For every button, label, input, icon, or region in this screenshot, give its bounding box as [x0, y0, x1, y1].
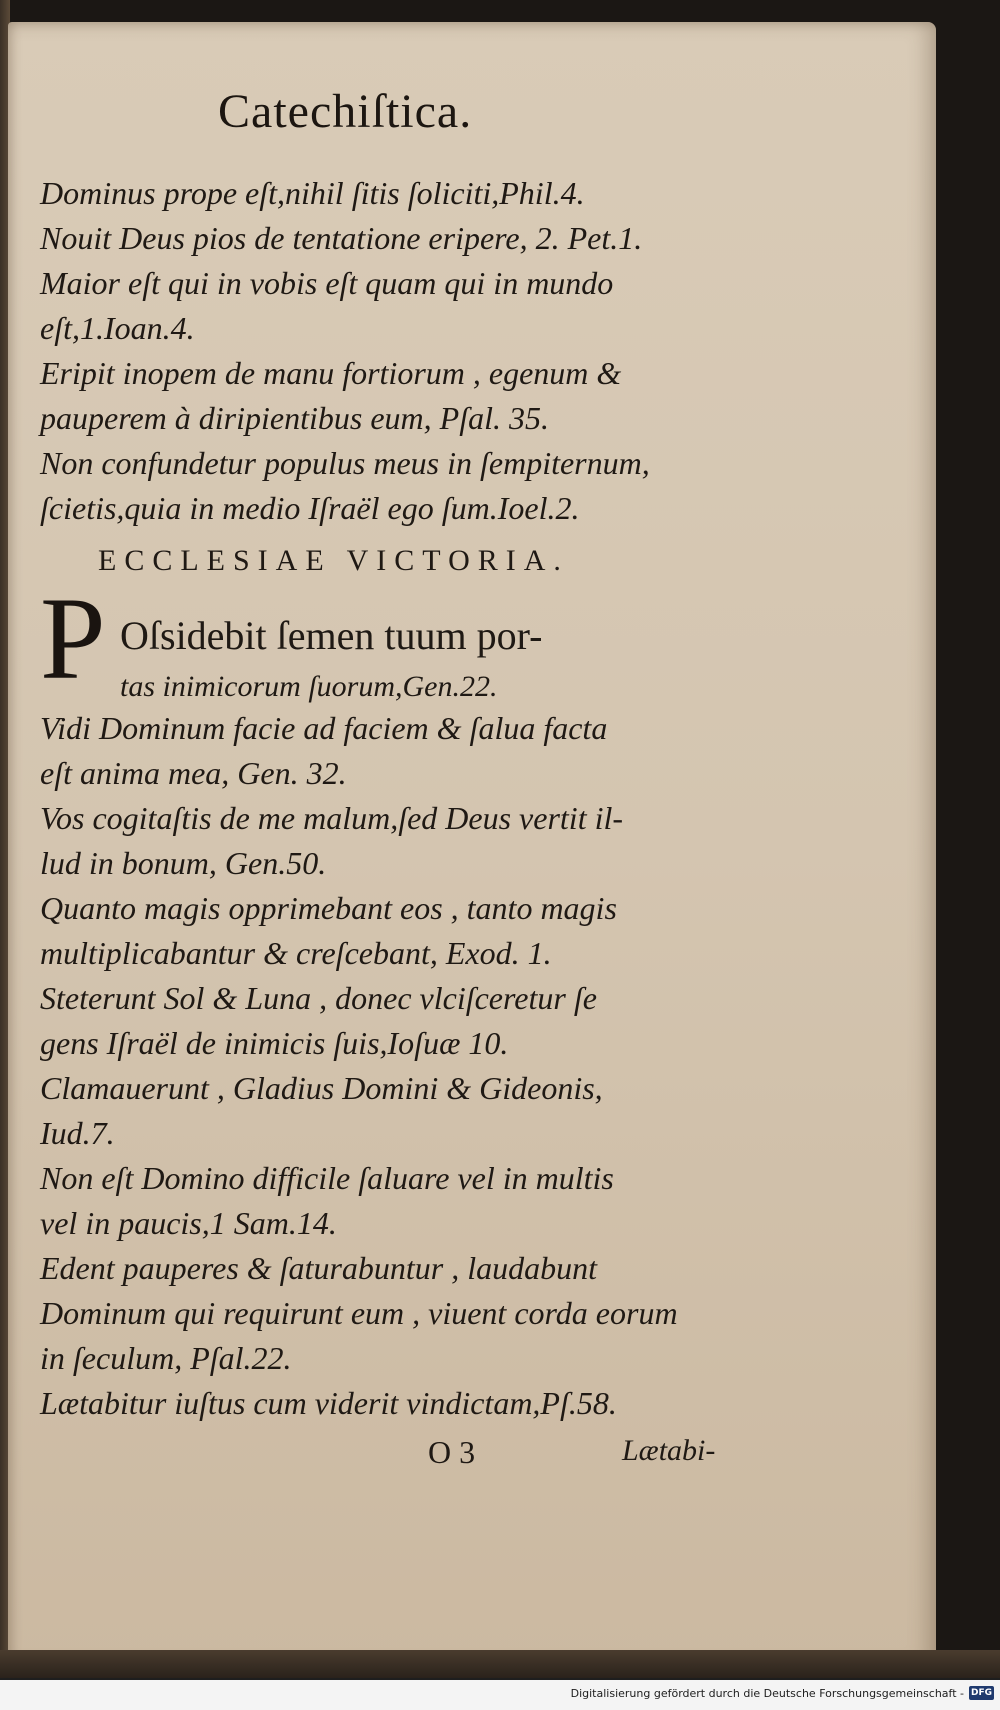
- page-bottom-edge: [0, 1650, 1000, 1678]
- text-line: Lætabitur iuſtus cum viderit vindictam,Pſ.58.: [40, 1385, 617, 1421]
- text-line: Vos cogitaſtis de me malum,ſed Deus vertit il-: [40, 800, 624, 836]
- text-line: Edent pauperes & ſaturabuntur , laudabunt: [40, 1250, 598, 1286]
- book-page: [8, 22, 936, 1667]
- text-line: eſt anima mea, Gen. 32.: [40, 755, 347, 791]
- signature-mark: O 3: [428, 1434, 476, 1470]
- text-line: Dominum qui requirunt eum , viuent corda eorum: [40, 1295, 678, 1331]
- text-line: lud in bonum, Gen.50.: [40, 845, 327, 881]
- text-line: Eripit inopem de manu fortiorum , egenum &: [40, 355, 622, 391]
- text-line: in ſeculum, Pſal.22.: [40, 1340, 292, 1376]
- text-line: Vidi Dominum facie ad faciem & ſalua facta: [40, 710, 608, 746]
- text-line: Maior eſt qui in vobis eſt quam qui in mundo: [40, 265, 614, 301]
- text-line: Clamauerunt , Gladius Domini & Gideonis,: [40, 1070, 603, 1106]
- drop-cap: P: [40, 573, 106, 704]
- text-line: Steterunt Sol & Luna , donec vlciſceretur ſe: [40, 980, 597, 1016]
- text-line: tas inimicorum ſuorum,Gen.22.: [120, 670, 498, 703]
- text-line: vel in paucis,1 Sam.14.: [40, 1205, 337, 1241]
- text-line: multiplicabantur & creſcebant, Exod. 1.: [40, 935, 552, 971]
- dfg-logo: DFG: [970, 1688, 992, 1698]
- text-line: Quanto magis opprimebant eos , tanto magis: [40, 890, 617, 926]
- text-line: Dominus prope eſt,nihil ſitis ſoliciti,Phil.4.: [40, 175, 585, 211]
- text-line: ſcietis,quia in medio Iſraël ego ſum.Ioel.2.: [40, 490, 580, 526]
- catchword: Lætabi-: [622, 1434, 716, 1467]
- footer-strip: [0, 1678, 1000, 1710]
- running-header: Catechiſtica.: [218, 85, 473, 138]
- text-line: eſt,1.Ioan.4.: [40, 310, 195, 346]
- text-line: Non confundetur populus meus in ſempiternum,: [40, 445, 650, 481]
- text-line: pauperem à diripientibus eum, Pſal. 35.: [40, 400, 549, 436]
- footer-credit: Digitalisierung gefördert durch die Deutsche Forschungsgemeinschaft -: [570, 1687, 964, 1700]
- section-title: ECCLESIAE VICTORIA.: [98, 544, 569, 577]
- text-line: Oſsidebit ſemen tuum por-: [120, 613, 543, 658]
- text-line: Iud.7.: [40, 1115, 115, 1151]
- text-line: Nouit Deus pios de tentatione eripere, 2. Pet.1.: [40, 220, 643, 256]
- text-line: Non eſt Domino difficile ſaluare vel in multis: [40, 1160, 614, 1196]
- text-line: gens Iſraël de inimicis ſuis,Ioſuæ 10.: [40, 1025, 509, 1061]
